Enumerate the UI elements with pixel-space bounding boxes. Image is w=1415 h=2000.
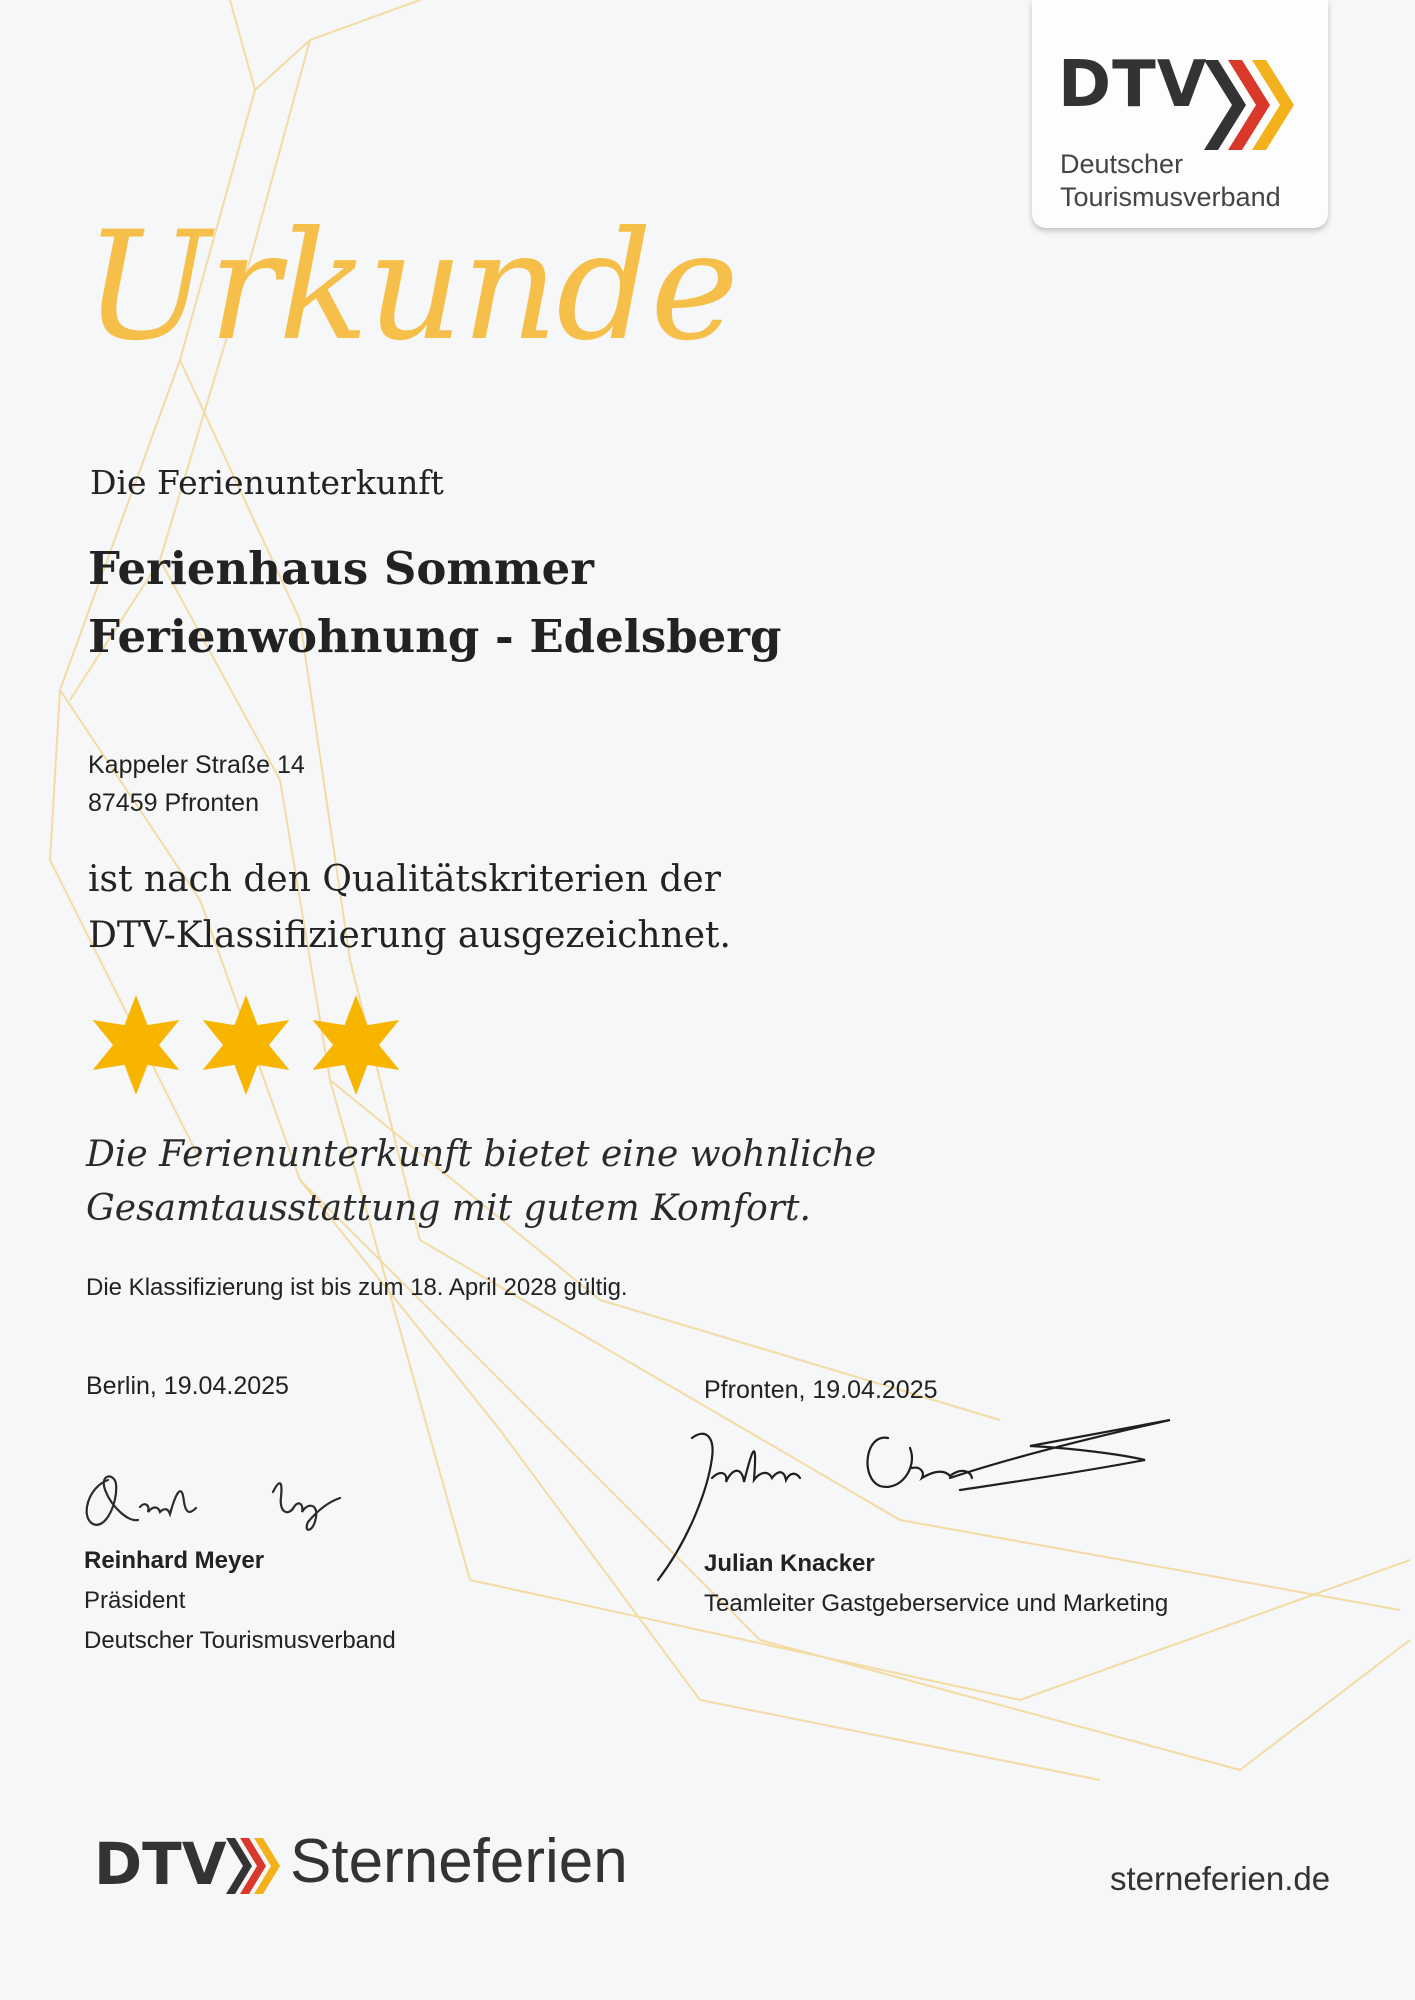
signatory-role: Präsident — [84, 1587, 186, 1614]
footer-website-link[interactable]: sterneferien.de — [1110, 1860, 1331, 1897]
signatory-org: Deutscher Tourismusverband — [84, 1627, 396, 1654]
right-signatory — [704, 1544, 1168, 1624]
logo-abbreviation: DTV — [1058, 48, 1208, 122]
right-place-date: Pfronten, 19.04.2025 — [704, 1376, 938, 1404]
star-icon — [93, 995, 180, 1095]
validity-note: Die Klassifizierung ist bis zum 18. April 2028 gültig. — [86, 1274, 628, 1301]
chevron-logo-icon — [1204, 60, 1300, 150]
classification-description: Die Ferienunterkunft bietet eine wohnliche Gesamtausstattung mit gutem Komfort. — [86, 1134, 877, 1229]
star-icon — [203, 995, 290, 1095]
logo-org-name: Deutscher Tourismusverband — [1060, 149, 1281, 212]
left-place-date: Berlin, 19.04.2025 — [86, 1372, 289, 1400]
footer-chevron-icon — [226, 1834, 282, 1894]
star-icon — [313, 995, 400, 1095]
signatory-name: Reinhard Meyer — [84, 1547, 265, 1574]
classification-statement: ist nach den Qualitätskriterien der DTV-Klassifizierung ausgezeichnet. — [88, 859, 731, 956]
signatory-name: Julian Knacker — [704, 1550, 875, 1577]
dtv-logo-box — [1032, 0, 1328, 228]
signatory-role: Teamleiter Gastgeberservice und Marketing — [704, 1590, 1169, 1617]
footer-brand-name: Sterneferien — [290, 1827, 628, 1896]
left-signatory — [84, 1541, 396, 1661]
footer-brand-abbreviation: DTV — [94, 1830, 227, 1898]
intro-text: Die Ferienunterkunft — [90, 463, 444, 502]
property-name: Ferienhaus Sommer Ferienwohnung - Edelsberg — [88, 542, 782, 663]
certificate-title: Urkunde — [84, 200, 738, 374]
property-address — [88, 746, 305, 822]
address-city: 87459 Pfronten — [88, 789, 259, 817]
signature-reinhard-meyer — [78, 1462, 378, 1542]
address-street: Kappeler Straße 14 — [88, 751, 305, 779]
star-rating — [86, 990, 416, 1100]
